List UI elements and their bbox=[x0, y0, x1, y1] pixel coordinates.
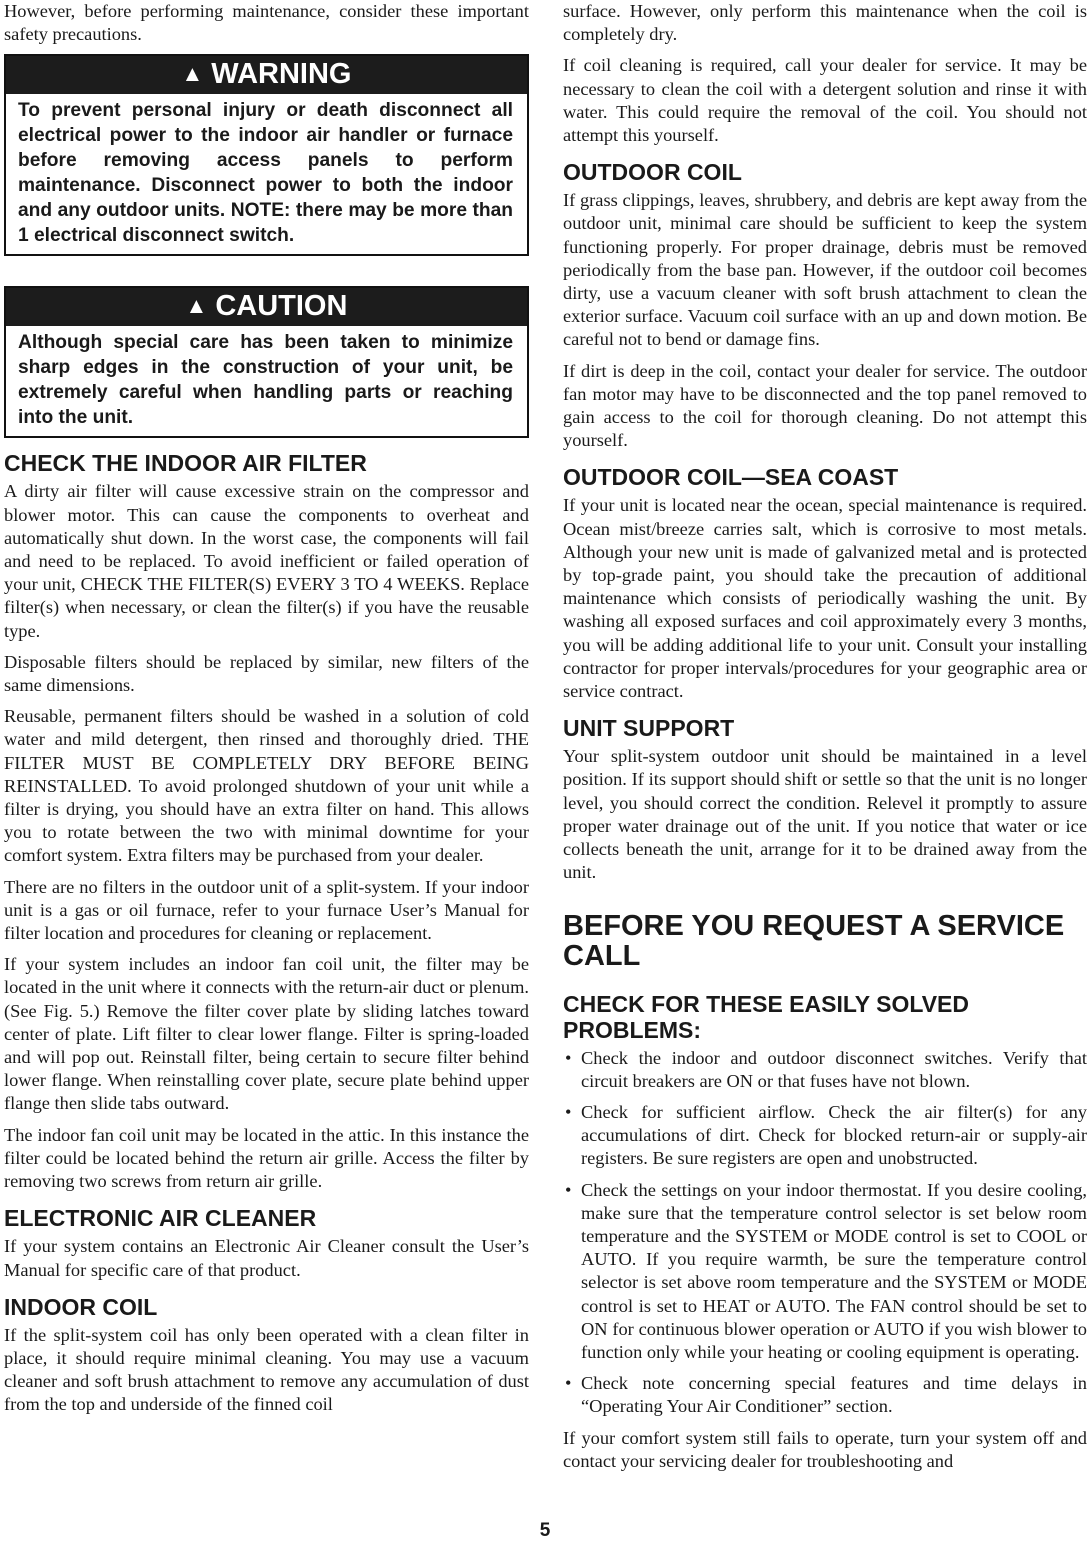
bullet-icon: • bbox=[565, 1101, 572, 1122]
left-column bbox=[4, 0, 529, 1425]
caution-header bbox=[6, 288, 527, 326]
checklist-item bbox=[563, 1101, 1087, 1171]
outdoor-coil-heading: OUTDOOR COIL bbox=[563, 159, 742, 186]
warning-text: To prevent personal injury or death disconnect all electrical power to the indoor air handler or furnace before removing access panels to perform maintenance. Disconnect power to both the indoor and any outdoor units. NOTE: there may be more than 1 electrical disconnect switch. bbox=[18, 100, 513, 247]
checklist-item-text: Check for sufficient airflow. Check the air filter(s) for any accumulations of dirt. Check for blocked return-air or supply-air registers. Be sure registers are open and unobstructed. bbox=[581, 1101, 1087, 1169]
checklist-item-text: Check the indoor and outdoor disconnect switches. Verify that circuit breakers are ON or that fuses have not blown. bbox=[581, 1047, 1087, 1091]
indoor-coil-heading: INDOOR COIL bbox=[4, 1293, 158, 1320]
checklist-item bbox=[563, 1372, 1087, 1418]
page-number: 5 bbox=[539, 1520, 551, 1541]
indoor-coil-paragraph: If the split-system coil has only been operated with a clean filter in place, it should require minimal cleaning. You may use a vacuum cleaner and soft brush attachment to remove any accumulation of dust from the top and underside of the finned coil bbox=[4, 1324, 529, 1415]
unit-support-paragraph: Your split-system outdoor unit should be maintained in a level position. If its support should shift or settle so that the unit is no longer level, you should correct the condition. Relevel it promptly to assure proper water drainage out of the unit. If you notice that water or ice collects beneath the unit, arrange for it to be drained away from the unit. bbox=[563, 746, 1087, 883]
coil-continuation-1: surface. However, only perform this maintenance when the coil is completely dry. bbox=[563, 1, 1087, 45]
checklist-item-text: Check note concerning special features and time delays in “Operating Your Air Conditioner” section. bbox=[581, 1373, 1087, 1417]
caution-text: Although special care has been taken to minimize sharp edges in the construction of your unit, be extremely careful when handling parts or reaching into the unit. bbox=[18, 332, 513, 429]
service-call-heading: BEFORE YOU REQUEST A SERVICE CALL bbox=[563, 909, 1065, 972]
caution-triangle-icon: ▲ bbox=[185, 293, 208, 319]
caution-box bbox=[4, 286, 529, 438]
filter-paragraph-2: Disposable filters should be replaced by similar, new filters of the same dimensions. bbox=[4, 651, 529, 696]
warning-triangle-icon: ▲ bbox=[181, 61, 204, 87]
bullet-icon: • bbox=[565, 1179, 572, 1200]
coil-continuation-2: If coil cleaning is required, call your dealer for service. It may be necessary to clean the coil with a detergent solution and rinse it with water. This could require the removal of the coil. You should not attempt this yourself. bbox=[563, 55, 1087, 146]
warning-title: WARNING bbox=[211, 58, 352, 91]
unit-support-heading: UNIT SUPPORT bbox=[563, 715, 735, 742]
closing-paragraph: If your comfort system still fails to operate, turn your system off and contact your servicing dealer for troubleshooting and bbox=[563, 1427, 1087, 1471]
intro-text: However, before performing maintenance, consider these important safety precautions. bbox=[4, 1, 529, 45]
sea-coast-paragraph: If your unit is located near the ocean, special maintenance is required. Ocean mist/breeze carries salt, which is corrosive to most metals. Although your new unit is made of galvanized metal and is protected by top-grade paint, you should take the precaution of additional maintenance which consists of periodically washing the unit. By washing all exposed surfaces and coil approximately every 3 months, you will be adding additional life to your unit. Consult your installing contractor for proper intervals/procedures for your geographic area or service contract. bbox=[563, 495, 1087, 702]
outdoor-coil-paragraph-2: If dirt is deep in the coil, contact your dealer for service. The outdoor fan motor may have to be disconnected and the top panel removed to gain access to the coil for thorough cleaning. Do not attempt this yourself. bbox=[563, 360, 1087, 451]
bullet-icon: • bbox=[565, 1373, 572, 1394]
caution-title: CAUTION bbox=[215, 290, 348, 323]
eac-heading: ELECTRONIC AIR CLEANER bbox=[4, 1205, 317, 1232]
outdoor-coil-paragraph-1: If grass clippings, leaves, shrubbery, and debris are kept away from the outdoor unit, minimal care should be sufficient to keep the system functioning properly. For proper drainage, debris must be removed periodically from the base pan. However, if the outdoor coil becomes dirty, use a vacuum cleaner with soft brush attachment to clean the exterior surface. Vacuum coil surface with an up and down motion. Be careful not to bend or damage fins. bbox=[563, 190, 1087, 350]
eac-paragraph: If your system contains an Electronic Air Cleaner consult the User’s Manual for specific care of that product. bbox=[4, 1236, 529, 1280]
filter-paragraph-5: If your system includes an indoor fan coil unit, the filter may be located in the unit where it connects with the return-air duct or plenum. (See Fig. 5.) Remove the filter cover plate by sliding latches toward center of plate. Lift filter to clear lower flange. Filter is spring-loaded and will pop out. Reinstall filter, being certain to secure filter behind lower flange. When reinstalling cover plate, secure plate behind upper flange then slide tabs outward. bbox=[4, 954, 529, 1114]
filter-paragraph-1: A dirty air filter will cause excessive strain on the compressor and blower motor. This can cause the components to overheat and automatically shut down. In the worst case, the components will fail and need to be replaced. To avoid inefficient or failed operation of your unit, CHECK THE FILTER(S) EVERY 3 TO 4 WEEKS. Replace filter(s) when necessary, or clean the filter(s) if you have the reusable type. bbox=[4, 481, 529, 641]
checklist-item bbox=[563, 1047, 1087, 1093]
checklist-item bbox=[563, 1179, 1087, 1365]
warning-header bbox=[6, 56, 527, 94]
easily-solved-subheading: CHECK FOR THESE EASILY SOLVED PROBLEMS: bbox=[563, 990, 969, 1043]
right-column bbox=[563, 0, 1087, 1481]
sea-coast-heading: OUTDOOR COIL—SEA COAST bbox=[563, 464, 899, 491]
filter-paragraph-4: There are no filters in the outdoor unit of a split-system. If your indoor unit is a gas or oil furnace, refer to your furnace User’s Manual for filter location and procedures for cleaning or replacement. bbox=[4, 876, 529, 944]
bullet-icon: • bbox=[565, 1047, 572, 1068]
checklist-item-text: Check the settings on your indoor thermostat. If you desire cooling, make sure that the temperature control selector is set below room temperature and the SYSTEM or MODE control is set to COOL or AUTO. If you require warmth, be sure the temperature control selector is set above room temperature and the SYSTEM or MODE control is set to HEAT or AUTO. The FAN control should be set to ON for continuous blower operation or AUTO if you wish blower to function only while your heating or cooling equipment is operating. bbox=[581, 1179, 1087, 1362]
filter-heading: CHECK THE INDOOR AIR FILTER bbox=[4, 450, 367, 477]
filter-paragraph-3: Reusable, permanent filters should be washed in a solution of cold water and mild detergent, then rinsed and thoroughly dried. THE FILTER MUST BE COMPLETELY DRY BEFORE BEING REINSTALLED. To avoid prolonged shutdown of your unit while a filter is drying, you should have an extra filter on hand. This allows you to rotate between the two with minimal downtime for your comfort system. Extra filters may be purchased from your dealer. bbox=[4, 706, 529, 866]
filter-paragraph-6: The indoor fan coil unit may be located in the attic. In this instance the filter could be located behind the return air grille. Access the filter by removing two screws from return air grille. bbox=[4, 1124, 529, 1192]
warning-box bbox=[4, 54, 529, 256]
